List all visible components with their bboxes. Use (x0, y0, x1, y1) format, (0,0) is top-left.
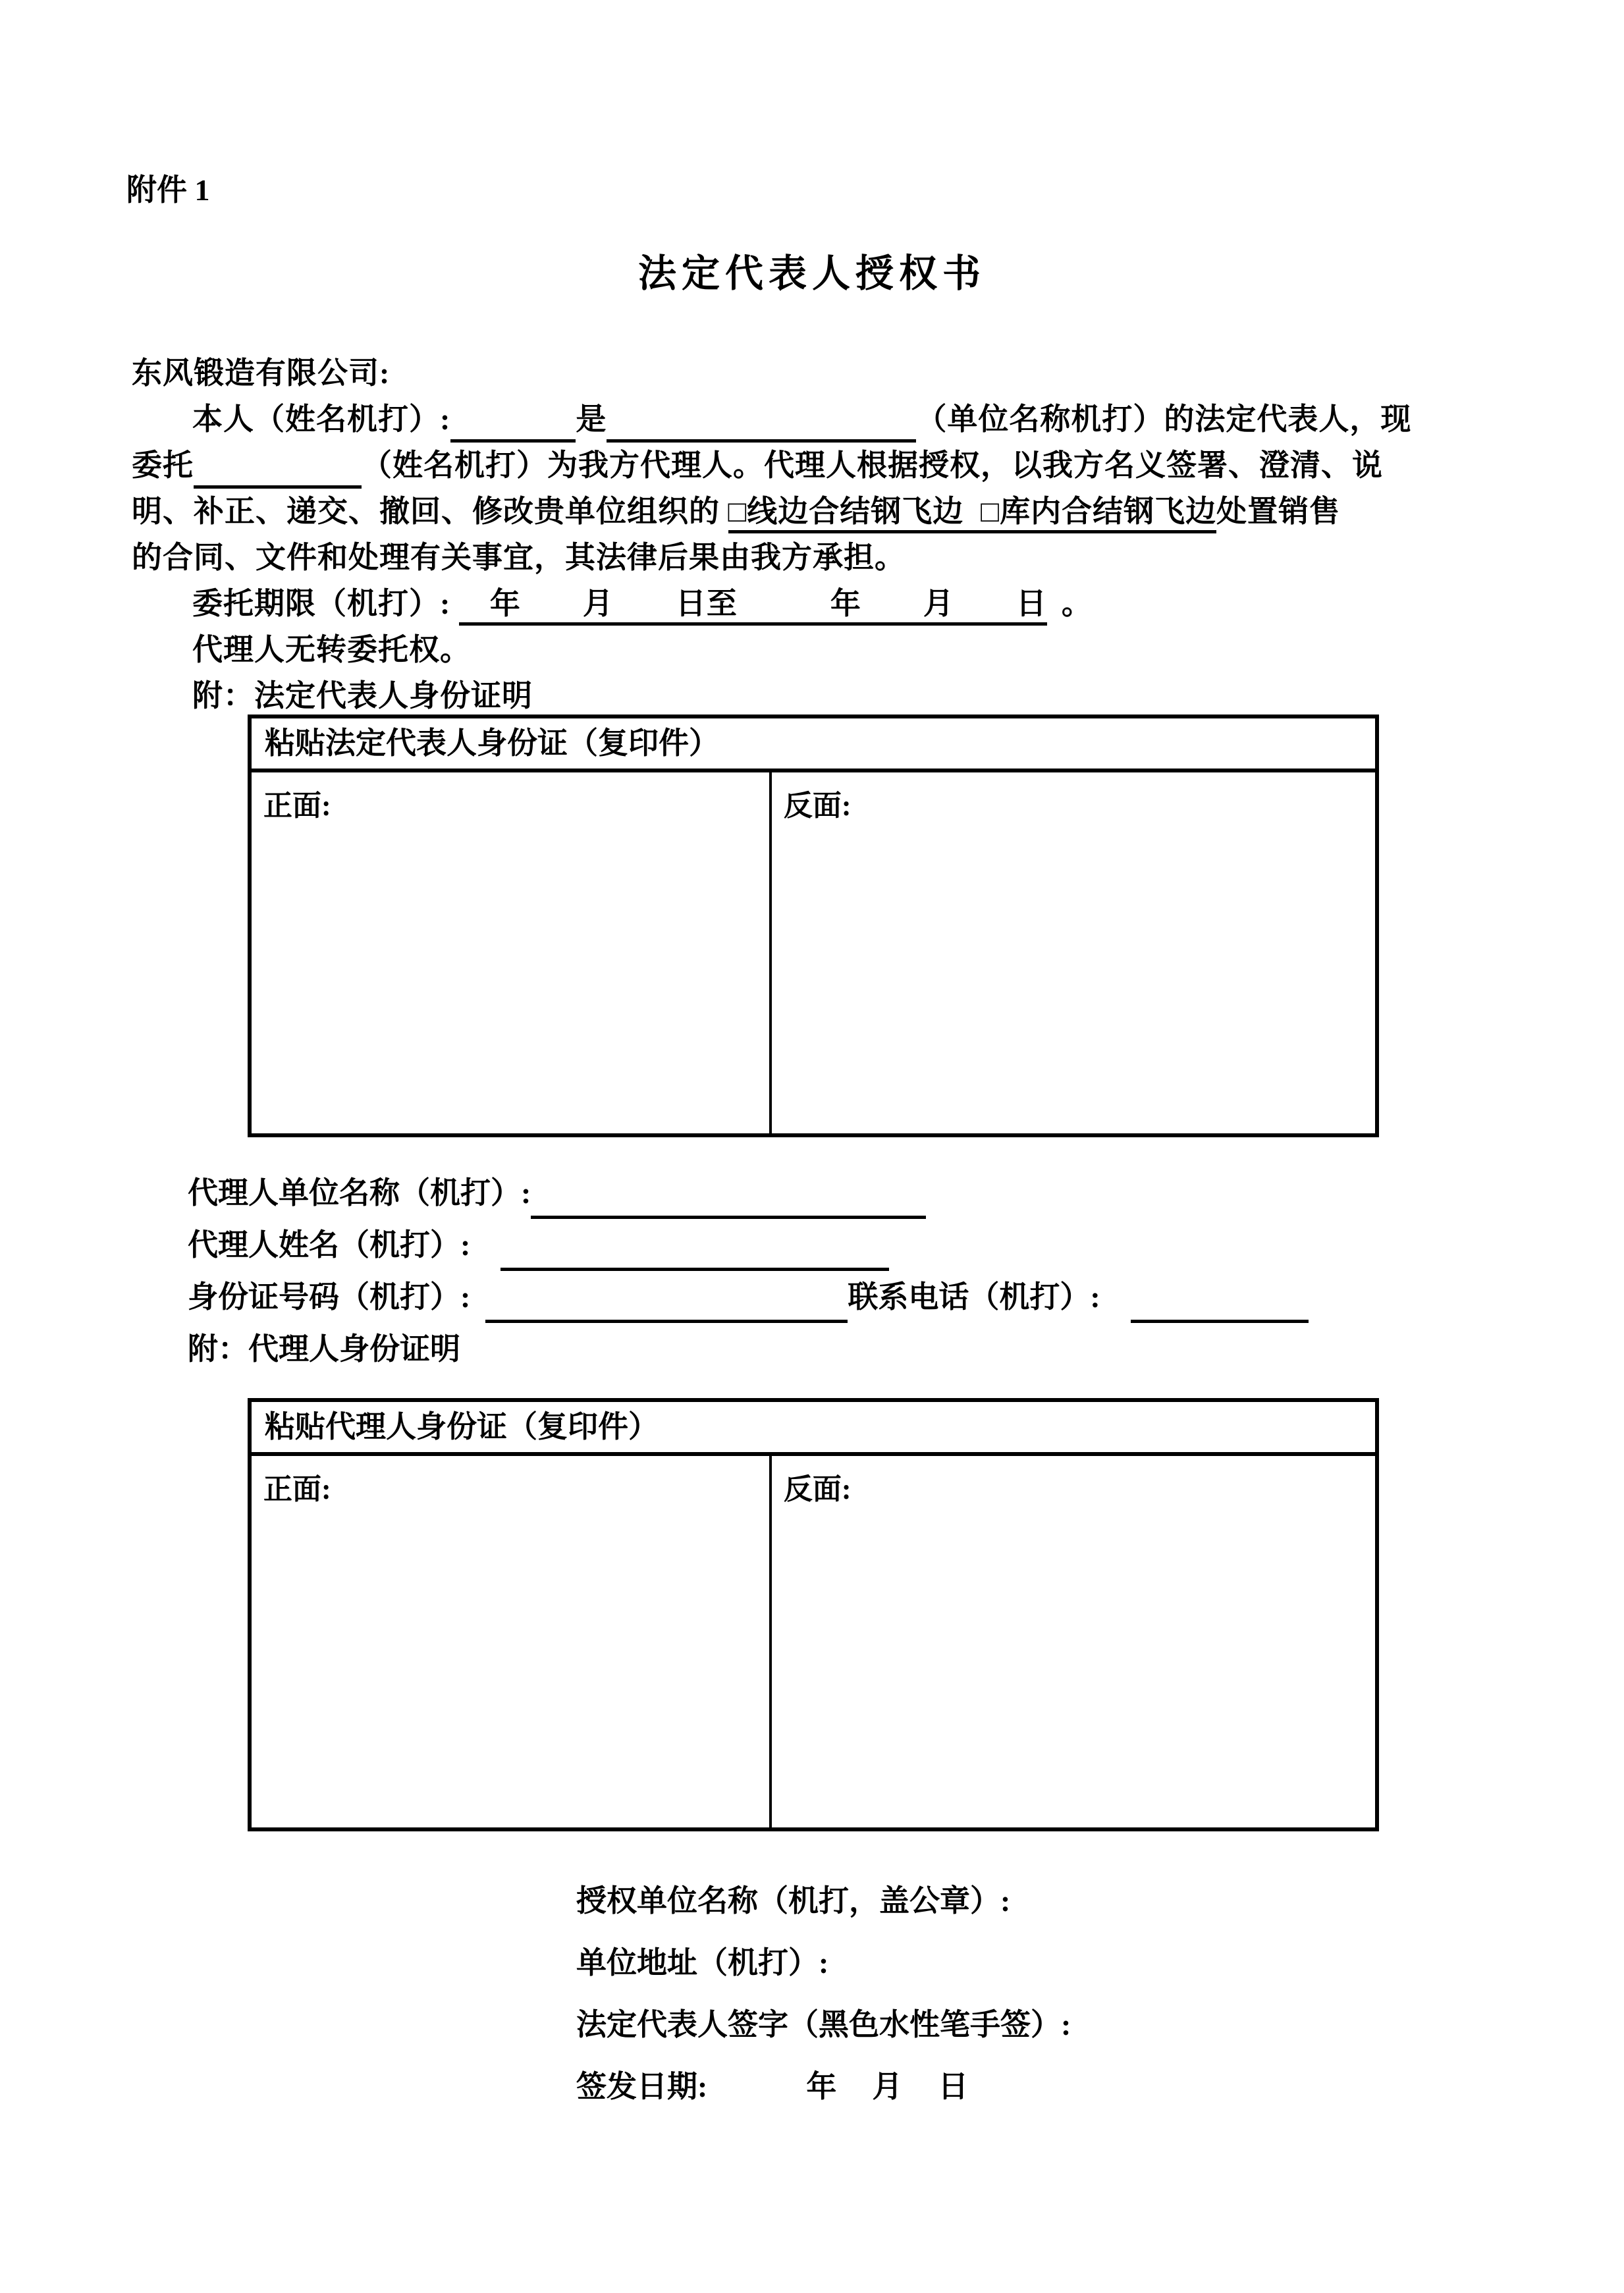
term-end-period: 。 (1061, 587, 1093, 620)
term-label: 委托期限（机打）: (192, 587, 451, 620)
issue-date-row (576, 2066, 1071, 2107)
body-line-2 (132, 443, 1541, 489)
blank-legal-rep-name (450, 408, 576, 443)
agent-attachment-note: 附：代理人身份证明 (188, 1332, 460, 1366)
agent-id-cells (252, 1456, 1375, 1827)
back-label: 反面: (783, 790, 852, 822)
back-label: 反面: (783, 1473, 852, 1505)
line1-pre-text: 本人（姓名机打）: (192, 402, 451, 436)
agent-id-box-header: 粘贴代理人身份证（复印件） (252, 1402, 1375, 1456)
agent-info-fields (188, 1167, 1309, 1375)
agent-company-row (188, 1167, 1309, 1219)
agent-name-row (188, 1219, 1309, 1271)
front-label: 正面: (263, 1473, 331, 1505)
signature-block (576, 1881, 1071, 2128)
legal-rep-id-box-header: 粘贴法定代表人身份证（复印件） (252, 718, 1375, 772)
body-line-3 (132, 489, 1541, 535)
agent-id-label: 身份证号码（机打）: (188, 1280, 471, 1314)
term-line (132, 581, 1541, 627)
scrap-options-group (728, 495, 1217, 533)
no-delegate-line: 代理人无转委托权。 (192, 633, 471, 666)
blank-agent-name (194, 454, 362, 489)
line2-pre-text: 委托 (132, 448, 194, 482)
body-line-1 (132, 396, 1541, 443)
agent-phone-label: 联系电话（机打）: (848, 1280, 1100, 1314)
page-title: 法定代表人授权书 (637, 252, 986, 295)
legal-rep-attachment-note: 附：法定代表人身份证明 (192, 679, 533, 713)
agent-id-back-cell (772, 1456, 1375, 1827)
agent-id-front-cell (252, 1456, 772, 1827)
front-label: 正面: (263, 790, 331, 822)
blank-agent-name-field (501, 1236, 889, 1271)
blank-agent-company (531, 1184, 926, 1219)
authorizing-company-row: 授权单位名称（机打，盖公章）: (576, 1884, 1011, 1918)
line3-pre-text: 明、补正、递交、撤回、修改贵单位组织的 (132, 495, 720, 528)
checkbox-line-side-scrap: □线边合结钢飞边 (728, 495, 964, 528)
term-date-blank: 年 月 日至 年 月 日 (459, 587, 1047, 626)
legal-rep-id-front-cell (252, 772, 772, 1133)
legal-rep-id-cells (252, 772, 1375, 1133)
blank-agent-id-number (485, 1288, 848, 1323)
checkbox-warehouse-scrap: □库内合结钢飞边 (981, 495, 1217, 528)
agent-name-label: 代理人姓名（机打）: (188, 1228, 471, 1262)
legal-rep-id-back-cell (772, 772, 1375, 1133)
blank-agent-phone (1131, 1288, 1309, 1323)
blank-company-name (607, 408, 916, 443)
agent-id-box (248, 1398, 1379, 1831)
attachment-label: 附件 1 (126, 173, 210, 207)
body-line-4: 的合同、文件和处理有关事宜，其法律后果由我方承担。 (132, 541, 906, 574)
legal-rep-signature-row: 法定代表人签字（黑色水性笔手签）: (576, 2008, 1071, 2041)
line3-post-text: 处置销售 (1216, 495, 1341, 528)
agent-id-phone-row (188, 1271, 1309, 1323)
company-address-row: 单位地址（机打）: (576, 1946, 829, 1980)
salutation: 东风锻造有限公司: (132, 356, 391, 390)
line2-post-text: （姓名机打）为我方代理人。代理人根据授权，以我方名义签署、澄清、说 (362, 448, 1383, 482)
agent-company-label: 代理人单位名称（机打）: (188, 1176, 531, 1210)
body-paragraph (132, 350, 1541, 719)
legal-rep-id-box (248, 715, 1379, 1137)
line1-mid-text: 是 (576, 402, 607, 436)
issue-date-label: 签发日期: (576, 2070, 708, 2103)
issue-date-value: 年 月 日 (806, 2070, 971, 2103)
line1-post-text: （单位名称机打）的法定代表人，现 (916, 402, 1412, 436)
